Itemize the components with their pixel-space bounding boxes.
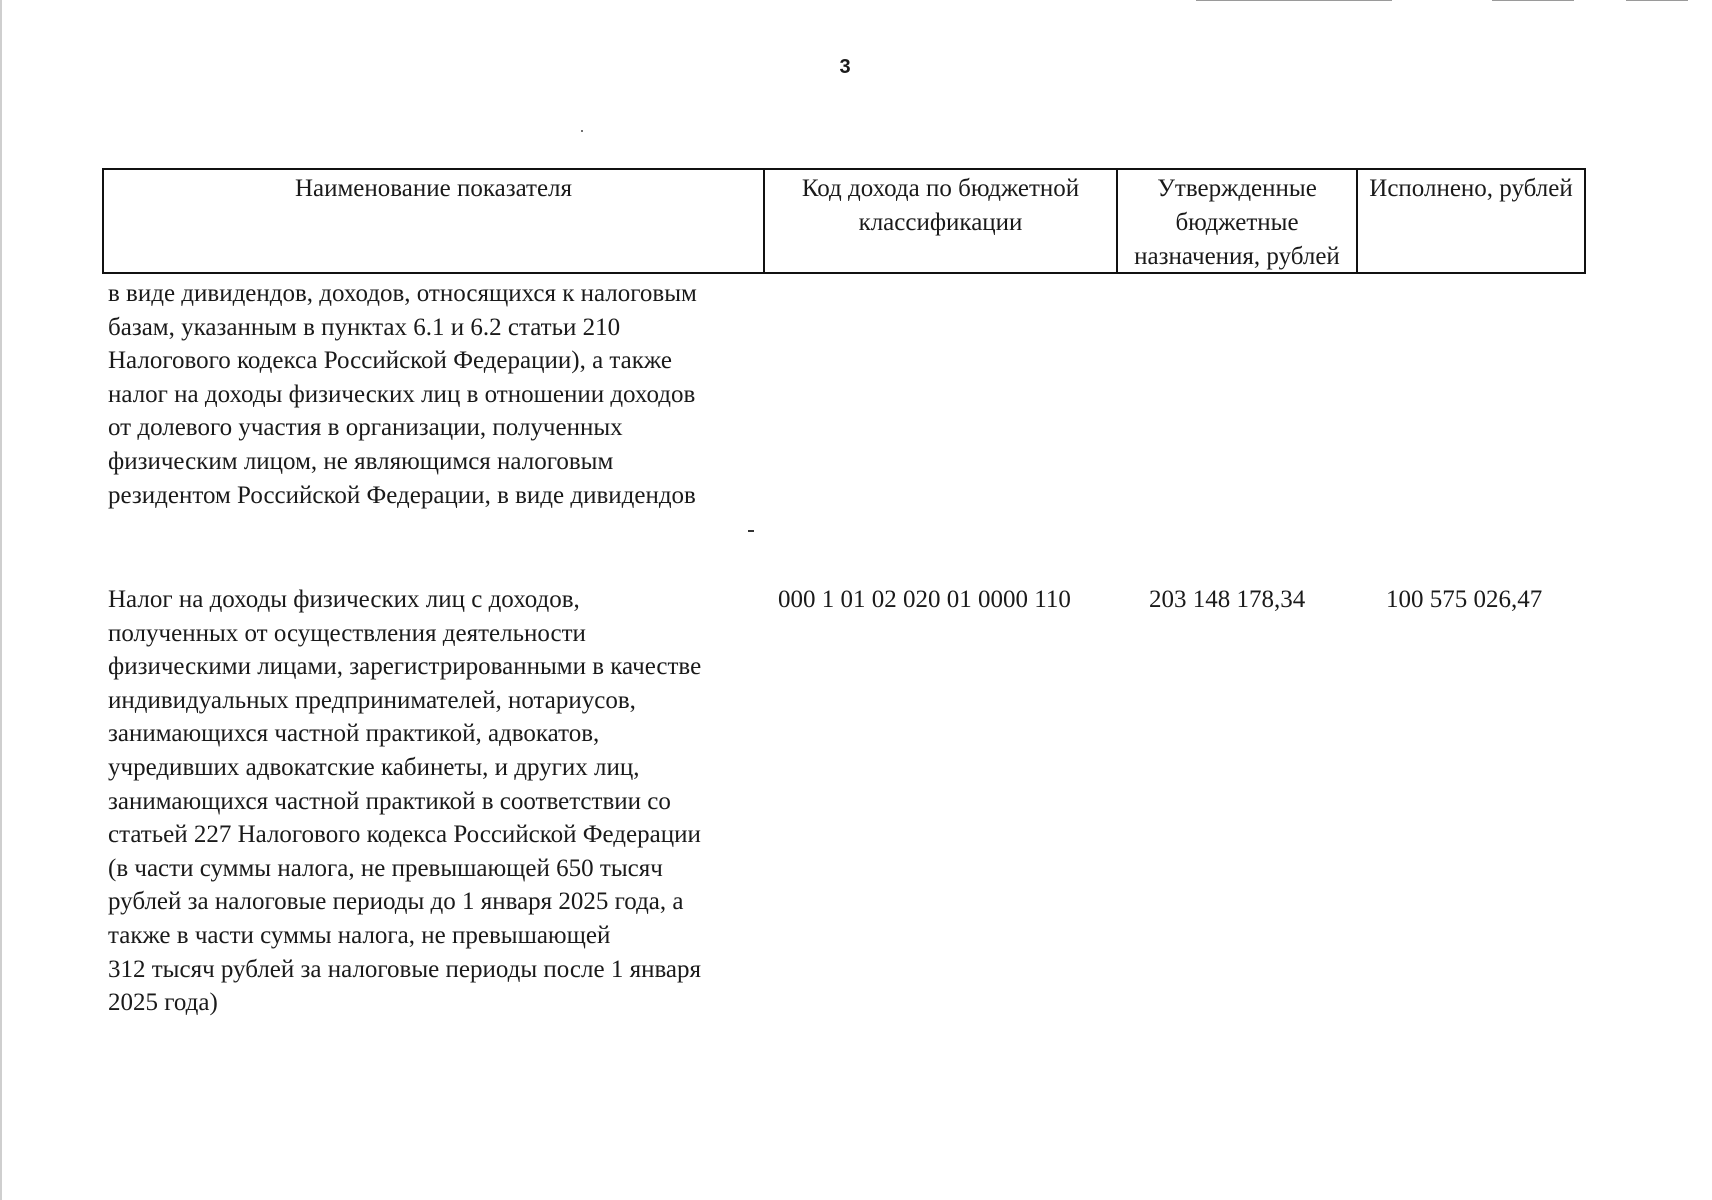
page-number: 3 xyxy=(839,56,851,78)
header-executed: Исполнено, рублей xyxy=(1369,175,1573,202)
table-row-name: в виде дивидендов, доходов, относящихся к налоговым базам, указанным в пунктах 6.1 и 6.2 статьи 210 Налогового кодекса Российской Федерации), а также налог на доходы физических лиц в отношении доходов от долевого участия в организации, полученных физическим лицом, не являющимся налоговым резидентом Российской Федерации, в виде дивидендов xyxy=(108,280,697,509)
scan-speck xyxy=(581,130,583,132)
scan-mark xyxy=(1626,0,1688,1)
table-row-executed: 100 575 026,47 xyxy=(1386,586,1543,613)
header-approved-budget: Утвержденные бюджетные назначения, рублей xyxy=(1118,170,1358,272)
table-row-code: 000 1 01 02 020 01 0000 110 xyxy=(778,586,1071,613)
table-header xyxy=(102,168,1586,274)
scan-mark xyxy=(1196,0,1392,1)
table-row-name: Налог на доходы физических лиц с доходов, полученных от осуществления деятельности физическими лицами, зарегистрированными в качестве индивидуальных предпринимателей, нотариусов, занимающихся частной практикой, адвокатов, учредивших адвокатские кабинеты, и других лиц, занимающихся частной практикой в соответствии со статьей 227 Налогового кодекса Российской Федерации (в части суммы налога, не превышающей 650 тысяч рублей за налоговые периоды до 1 января 2025 года, а также в части суммы налога, не превышающей 312 тысяч рублей за налоговые периоды после 1 января 2025 года) xyxy=(108,586,702,1017)
table-row-approved: 203 148 178,34 xyxy=(1149,586,1306,613)
header-indicator-name: Наименование показателя xyxy=(104,170,765,272)
scan-mark xyxy=(1492,0,1574,1)
scan-speck xyxy=(748,530,754,532)
scan-edge xyxy=(0,0,2,1200)
header-income-code: Код дохода по бюджетной классификации xyxy=(765,170,1118,272)
